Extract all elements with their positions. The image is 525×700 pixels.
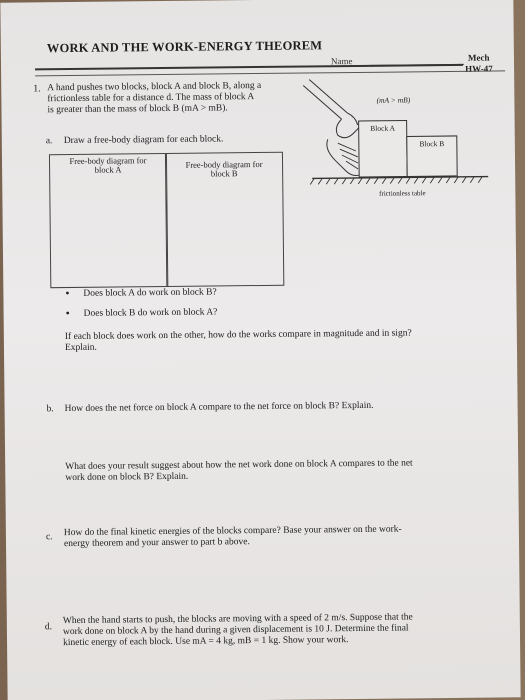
wrist-outline [327,139,360,176]
part-c-line-1: How do the final kinetic energies of the blocks compare? Base your answer on the work- [63,524,402,539]
part-b-followup-line-1: What does your result suggest about how the net work done on block A compares to the net [65,458,413,473]
bullet-dot-1: • [65,285,70,301]
question-1-line-1: A hand pushes two blocks, block A and block B, along a [47,80,262,94]
part-d-line-2: work done on block A by the hand during a given displacement is 10 J. Determine the final [62,623,409,638]
fingers-outline [338,143,358,169]
name-label: Name [330,56,353,67]
part-a-prompt: Draw a free-body diagram for each block. [63,134,224,147]
block-a-label: Block A [370,123,396,133]
table-label: frictionless table [379,189,426,198]
fbd-box-block-a[interactable] [49,153,168,288]
header-rule-thin [35,70,505,76]
part-d-text [63,611,513,649]
page-title: WORK AND THE WORK-ENERGY THEOREM [46,38,323,56]
course-name: Mech [467,52,490,63]
part-d-line-1: When the hand starts to push, the blocks are moving with a speed of 2 m/s. Suppose that the [62,612,413,627]
part-a-followup-line-1: If each block does work on the other, how do the works compare in magnitude and in sign? [64,328,412,343]
bullet-dot-2: • [65,305,70,321]
question-1-line-3: is greater than the mass of block B (mA > mB). [47,103,228,116]
part-d-line-3: kinetic energy of each block. Use mA = 4 kg, mB = 1 kg. Show your work. [63,635,349,649]
fbd-a-heading-1: Free-body diagram for [69,155,147,166]
part-c-letter: c. [45,532,53,543]
part-a-letter: a. [45,136,53,147]
part-a-followup [65,327,505,354]
fbd-box-block-b[interactable] [165,152,284,287]
fbd-b-heading-1: Free-body diagram for [185,158,263,170]
blocks-diagram [301,77,502,209]
part-a-followup-line-2: Explain. [64,342,97,354]
question-number: 1. [33,83,41,95]
part-c-line-2: energy theorem and your answer to part b above. [63,537,250,550]
table-surface [312,177,488,179]
part-b-letter: b. [46,404,54,415]
bullet-question-1: Does block A do work on block B? [83,287,217,299]
header-rule-thick [35,64,463,70]
mass-relation: (mA > mB) [376,95,411,105]
fbd-b-heading-2: block B [210,168,238,179]
part-d-letter: d. [44,622,53,633]
part-c-text [64,523,509,550]
arm-outline [303,79,347,119]
fbd-a-heading-2: block A [94,164,122,175]
part-b-prompt: How does the net force on block A compare to the net force on block B? Explain. [64,400,374,415]
assignment-code: HW-47 [465,63,493,74]
block-b-label: Block B [419,139,445,149]
question-1-text [47,81,297,117]
part-b-followup [65,457,510,484]
question-1-line-2: frictionless table for a distance d. The mass of block A [47,92,255,105]
bullet-question-2: Does block B do work on block A? [83,307,218,319]
part-b-followup-line-2: work done on block B? Explain. [65,471,189,484]
hand-outline [336,113,360,138]
